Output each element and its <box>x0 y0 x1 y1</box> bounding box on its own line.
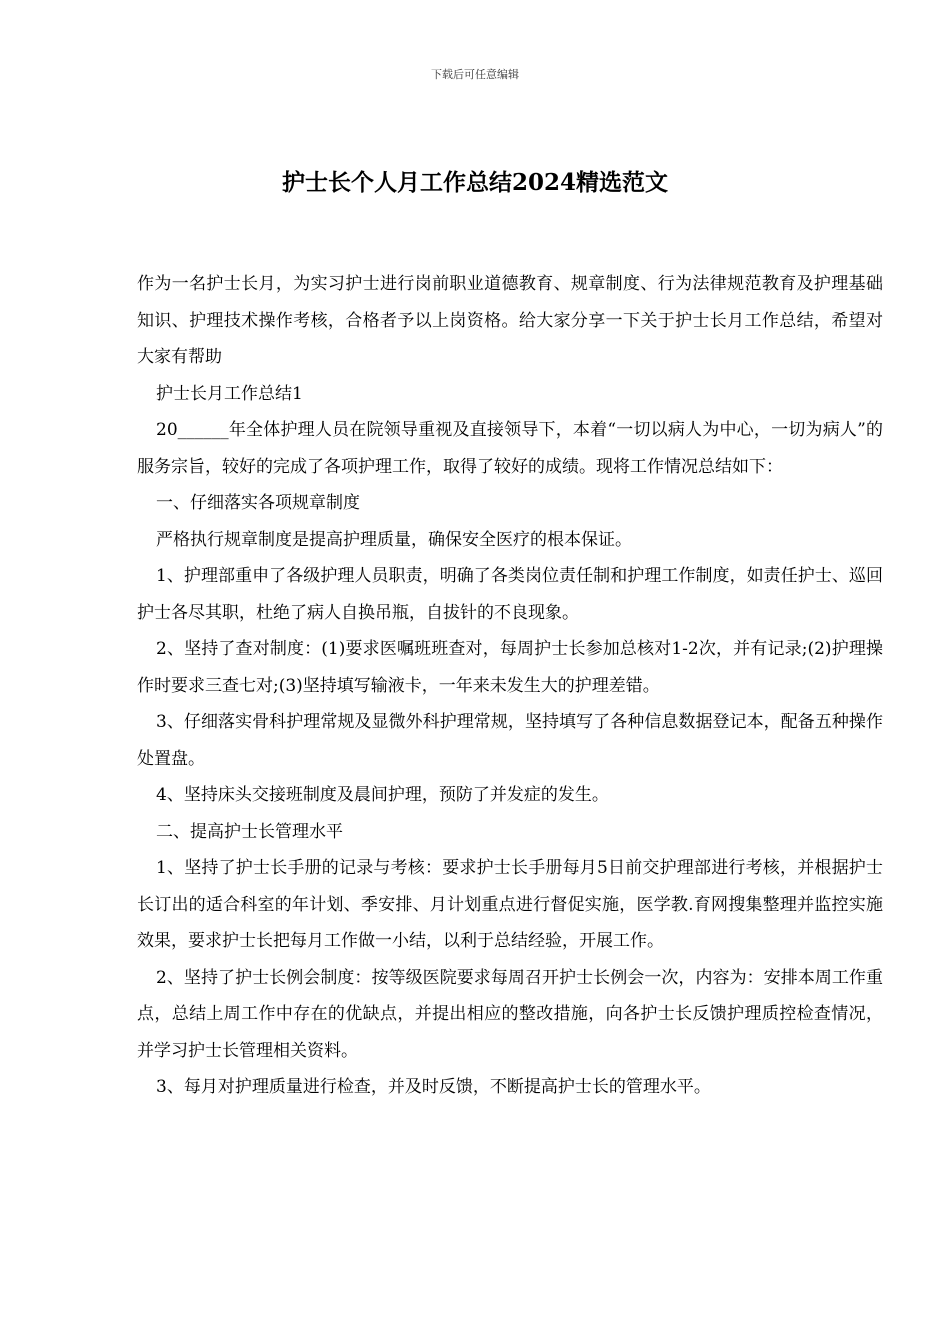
body-paragraph: 20______年全体护理人员在院领导重视及直接领导下，本着“一切以病人为中心，一切为病人”的服务宗旨，较好的完成了各项护理工作，取得了较好的成绩。现将工作情况总结如下： <box>137 420 883 477</box>
document-title: 护士长个人月工作总结2024精选范文 <box>281 169 668 196</box>
list-item: 3、每月对护理质量进行检查，并及时反馈，不断提高护士长的管理水平。 <box>156 1077 711 1097</box>
document-body <box>137 266 883 1106</box>
list-item: 4、坚持床头交接班制度及晨间护理，预防了并发症的发生。 <box>156 785 609 805</box>
list-item: 2、坚持了查对制度：(1)要求医嘱班班查对，每周护士长参加总核对1-2次，并有记录;(2)护理操作时要求三查七对;(3)坚持填写输液卡，一年来未发生大的护理差错。 <box>137 639 883 696</box>
list-item: 1、坚持了护士长手册的记录与考核：要求护士长手册每月5日前交护理部进行考核，并根据护士长订出的适合科室的年计划、季安排、月计划重点进行督促实施，医学教.育网搜集整理并监控实施效果，要求护士长把每月工作做一小结，以利于总结经验，开展工作。 <box>137 858 883 951</box>
list-item: 1、护理部重申了各级护理人员职责，明确了各类岗位责任制和护理工作制度，如责任护士、巡回护士各尽其职，杜绝了病人自换吊瓶，自拔针的不良现象。 <box>137 566 883 623</box>
list-item: 3、仔细落实骨科护理常规及显微外科护理常规，坚持填写了各种信息数据登记本，配备五种操作处置盘。 <box>137 712 883 769</box>
intro-paragraph: 作为一名护士长月，为实习护士进行岗前职业道德教育、规章制度、行为法律规范教育及护理基础知识、护理技术操作考核，合格者予以上岗资格。给大家分享一下关于护士长月工作总结，希望对大家有帮助 <box>137 274 883 367</box>
section-heading: 护士长月工作总结1 <box>156 383 303 404</box>
subsection-heading: 一、仔细落实各项规章制度 <box>156 493 360 513</box>
list-item: 2、坚持了护士长例会制度：按等级医院要求每周召开护士长例会一次，内容为：安排本周工作重点，总结上周工作中存在的优缺点，并提出相应的整改措施，向各护士长反馈护理质控检查情况，并学习护士长管理相关资料。 <box>137 967 883 1061</box>
body-paragraph: 严格执行规章制度是提高护理质量，确保安全医疗的根本保证。 <box>156 529 632 550</box>
subsection-heading: 二、提高护士长管理水平 <box>156 821 343 842</box>
header-note: 下载后可任意编辑 <box>431 68 519 81</box>
